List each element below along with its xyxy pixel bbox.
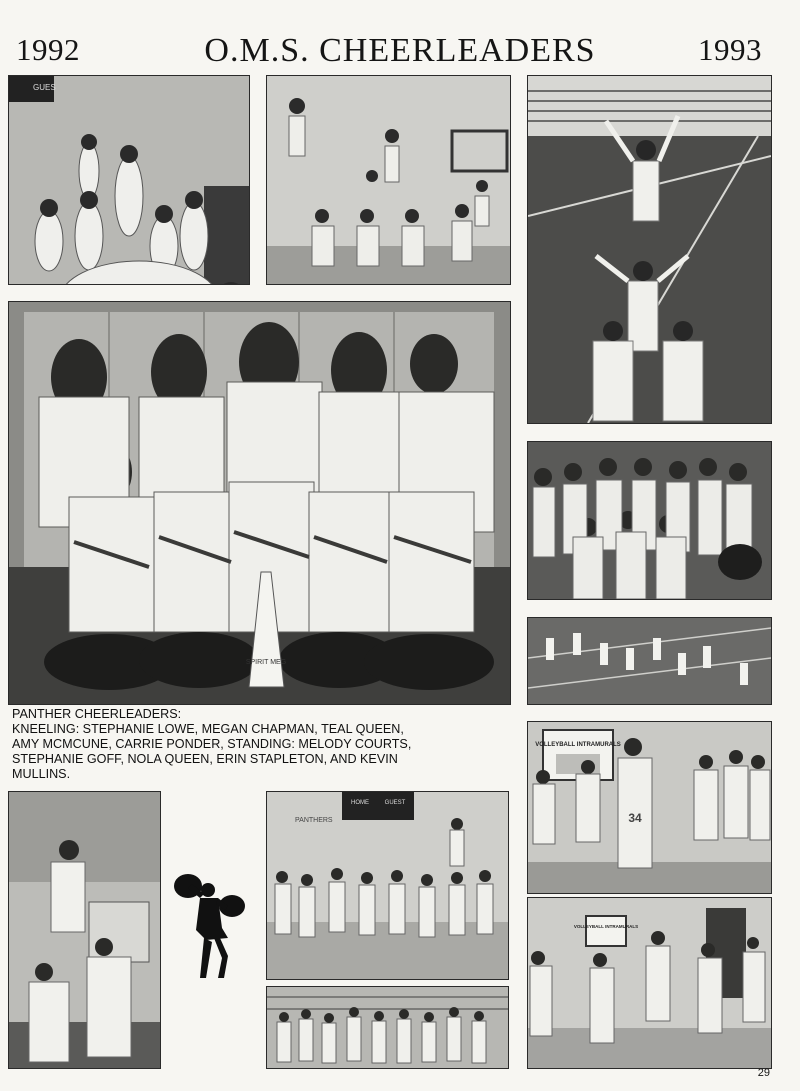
scoreboard-home: HOME	[351, 800, 369, 806]
panthers-wall-text: PANTHERS	[295, 817, 333, 824]
photo-cheer-stunt-gym	[8, 75, 250, 285]
caption-line: KNEELING: STEPHANIE LOWE, MEGAN CHAPMAN, TEAL QUEEN,	[12, 722, 404, 736]
cheerleader-silhouette-icon	[170, 868, 250, 988]
megaphone-text: SPIRIT MEG	[245, 659, 287, 666]
jersey-number: 34	[628, 811, 642, 825]
intramurals-banner: VOLLEYBALL INTRAMURALS	[535, 742, 621, 748]
scoreboard-guest: GUEST	[384, 800, 406, 806]
photo-bleachers-crowd	[266, 986, 509, 1069]
photo-intramurals-gym	[527, 721, 772, 894]
photo-gym-performance	[266, 791, 509, 980]
page-title: O.M.S. CHEERLEADERS	[204, 32, 596, 69]
photo-intramurals-practice	[527, 897, 772, 1069]
photo-caption	[12, 707, 512, 782]
photo-squad-outdoor	[527, 441, 772, 600]
photo-field-formation	[527, 617, 772, 705]
photo-pyramid-gym	[266, 75, 511, 285]
photo-group-portrait	[8, 301, 511, 705]
caption-title: PANTHER CHEERLEADERS:	[12, 707, 182, 721]
page-number: 29	[757, 1067, 770, 1079]
year-right: 1993	[698, 32, 762, 67]
year-left: 1992	[16, 32, 80, 67]
caption-line: STEPHANIE GOFF, NOLA QUEEN, ERIN STAPLETON, AND KEVIN	[12, 752, 398, 766]
scoreboard-text: GUES	[33, 83, 56, 92]
intramurals-banner-2: VOLLEYBALL INTRAMURALS	[573, 924, 639, 929]
caption-line: AMY MCMCUNE, CARRIE PONDER, STANDING: MELODY COURTS,	[12, 737, 412, 751]
photo-stunt-lift	[8, 791, 161, 1069]
photo-field-pyramid	[527, 75, 772, 424]
caption-line: MULLINS.	[12, 767, 71, 781]
